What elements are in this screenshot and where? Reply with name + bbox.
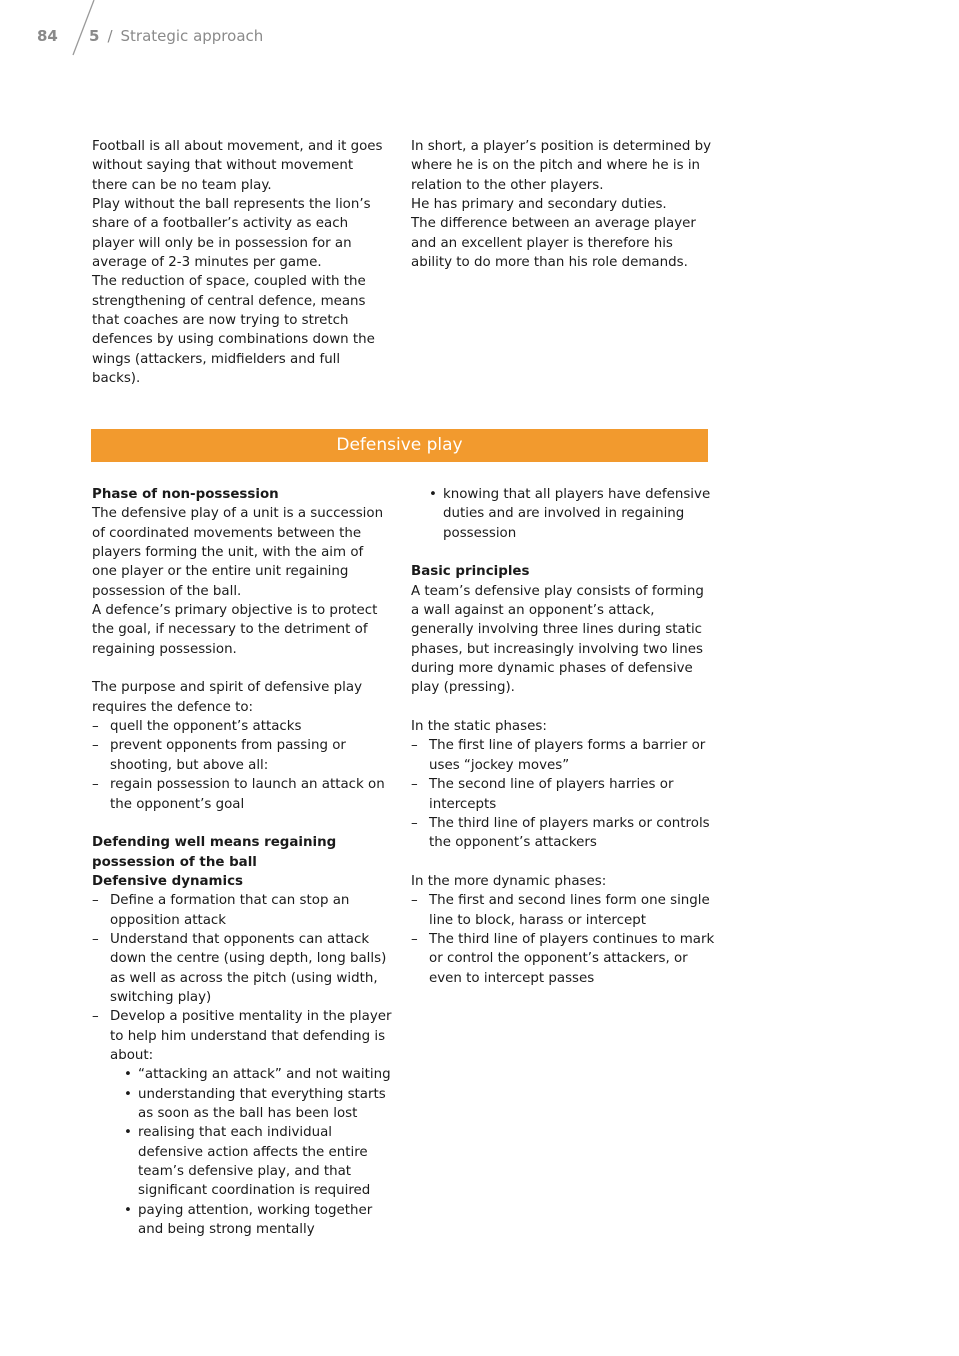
continued-bullets	[429, 485, 716, 543]
phase-heading: Phase of non-possession	[92, 487, 279, 502]
dynamics-list	[92, 891, 392, 1065]
static-intro: In the static phases:	[411, 719, 547, 735]
list-item: – Define a formation that can stop an opposition attack	[92, 891, 392, 930]
bullet-item: • understanding that everything starts as soon as the ball has been lost	[124, 1085, 392, 1124]
phase-paragraph: The defensive play of a unit is a succession of coordinated movements between the players forming the unit, with the aim of one player or the entire unit regaining possession of the ball.	[92, 506, 384, 599]
mentality-bullets	[124, 1065, 392, 1239]
chapter-title: Strategic approach	[120, 27, 264, 45]
defending-heading: Defending well means regaining possession of the ball	[92, 835, 337, 870]
chapter-label	[89, 27, 263, 45]
basic-principles-paragraph: A team’s defensive play consists of forming a wall against an opponent’s attack, generally involving three lines during static phases, but increasingly involving two lines during more dynamic phases of defensive play (pressing).	[411, 583, 704, 696]
purpose-list	[92, 717, 392, 814]
bullet-item: • knowing that all players have defensive duties and are involved in regaining possession	[429, 485, 716, 543]
spacer	[411, 853, 716, 872]
list-item: – The first and second lines form one single line to block, harass or intercept	[411, 891, 716, 930]
list-item: – The first line of players forms a barrier or uses “jockey moves”	[411, 736, 716, 775]
intro-paragraph: The reduction of space, coupled with the strengthening of central defence, means that coaches are now trying to stretch defences by using combinations down the wings (attackers, midfielders and full backs).	[92, 274, 375, 387]
section-banner: Defensive play	[91, 429, 708, 462]
spacer	[411, 543, 716, 562]
intro-right-column	[411, 137, 716, 272]
defensive-left-column	[92, 485, 392, 1239]
spacer	[92, 814, 392, 833]
dynamics-heading: Defensive dynamics	[92, 873, 244, 889]
list-item: – prevent opponents from passing or shooting, but above all:	[92, 736, 392, 775]
intro-paragraph: Football is all about movement, and it goes without saying that without movement there can be no team play.	[92, 139, 383, 193]
bullet-item: • paying attention, working together and being strong mentally	[124, 1201, 392, 1240]
dynamic-intro: In the more dynamic phases:	[411, 873, 607, 889]
list-item: – The second line of players harries or intercepts	[411, 775, 716, 814]
intro-paragraph: The difference between an average player and an excellent player is therefore his ability to do more than his role demands.	[411, 216, 696, 271]
defensive-right-column	[411, 485, 716, 988]
list-item: – The third line of players marks or controls the opponent’s attackers	[411, 814, 716, 853]
spacer	[411, 698, 716, 717]
list-item: – Understand that opponents can attack down the centre (using depth, long balls) as well as across the pitch (using width, switching play)	[92, 930, 392, 1007]
phase-paragraph: A defence’s primary objective is to protect the goal, if necessary to the detriment of regaining possession.	[92, 603, 378, 657]
intro-paragraph: Play without the ball represents the lion’s share of a footballer’s activity as each player will only be in possession for an average of 2-3 minutes per game.	[92, 197, 371, 271]
dynamic-list	[411, 891, 716, 988]
list-item: – regain possession to launch an attack on the opponent’s goal	[92, 775, 392, 814]
static-list	[411, 736, 716, 852]
bullet-item: • realising that each individual defensive action affects the entire team’s defensive play, and that significant coordination is required	[124, 1123, 392, 1200]
intro-paragraph: In short, a player’s position is determined by where he is on the pitch and where he is in relation to the other players.	[411, 139, 712, 193]
spacer	[92, 659, 392, 678]
page-header	[0, 0, 400, 60]
list-item: – Develop a positive mentality in the player to help him understand that defending is about:	[92, 1007, 392, 1065]
intro-left-column	[92, 137, 392, 388]
list-item: – The third line of players continues to mark or control the opponent’s attackers, or even to intercept passes	[411, 930, 716, 988]
chapter-number: 5	[89, 27, 100, 45]
chapter-separator: /	[107, 27, 113, 45]
purpose-intro: The purpose and spirit of defensive play requires the defence to:	[92, 680, 363, 715]
basic-principles-heading: Basic principles	[411, 564, 530, 580]
intro-paragraph: He has primary and secondary duties.	[411, 197, 667, 213]
bullet-item: • “attacking an attack” and not waiting	[124, 1065, 392, 1084]
page-number: 84	[37, 27, 58, 45]
list-item: – quell the opponent’s attacks	[92, 717, 392, 736]
